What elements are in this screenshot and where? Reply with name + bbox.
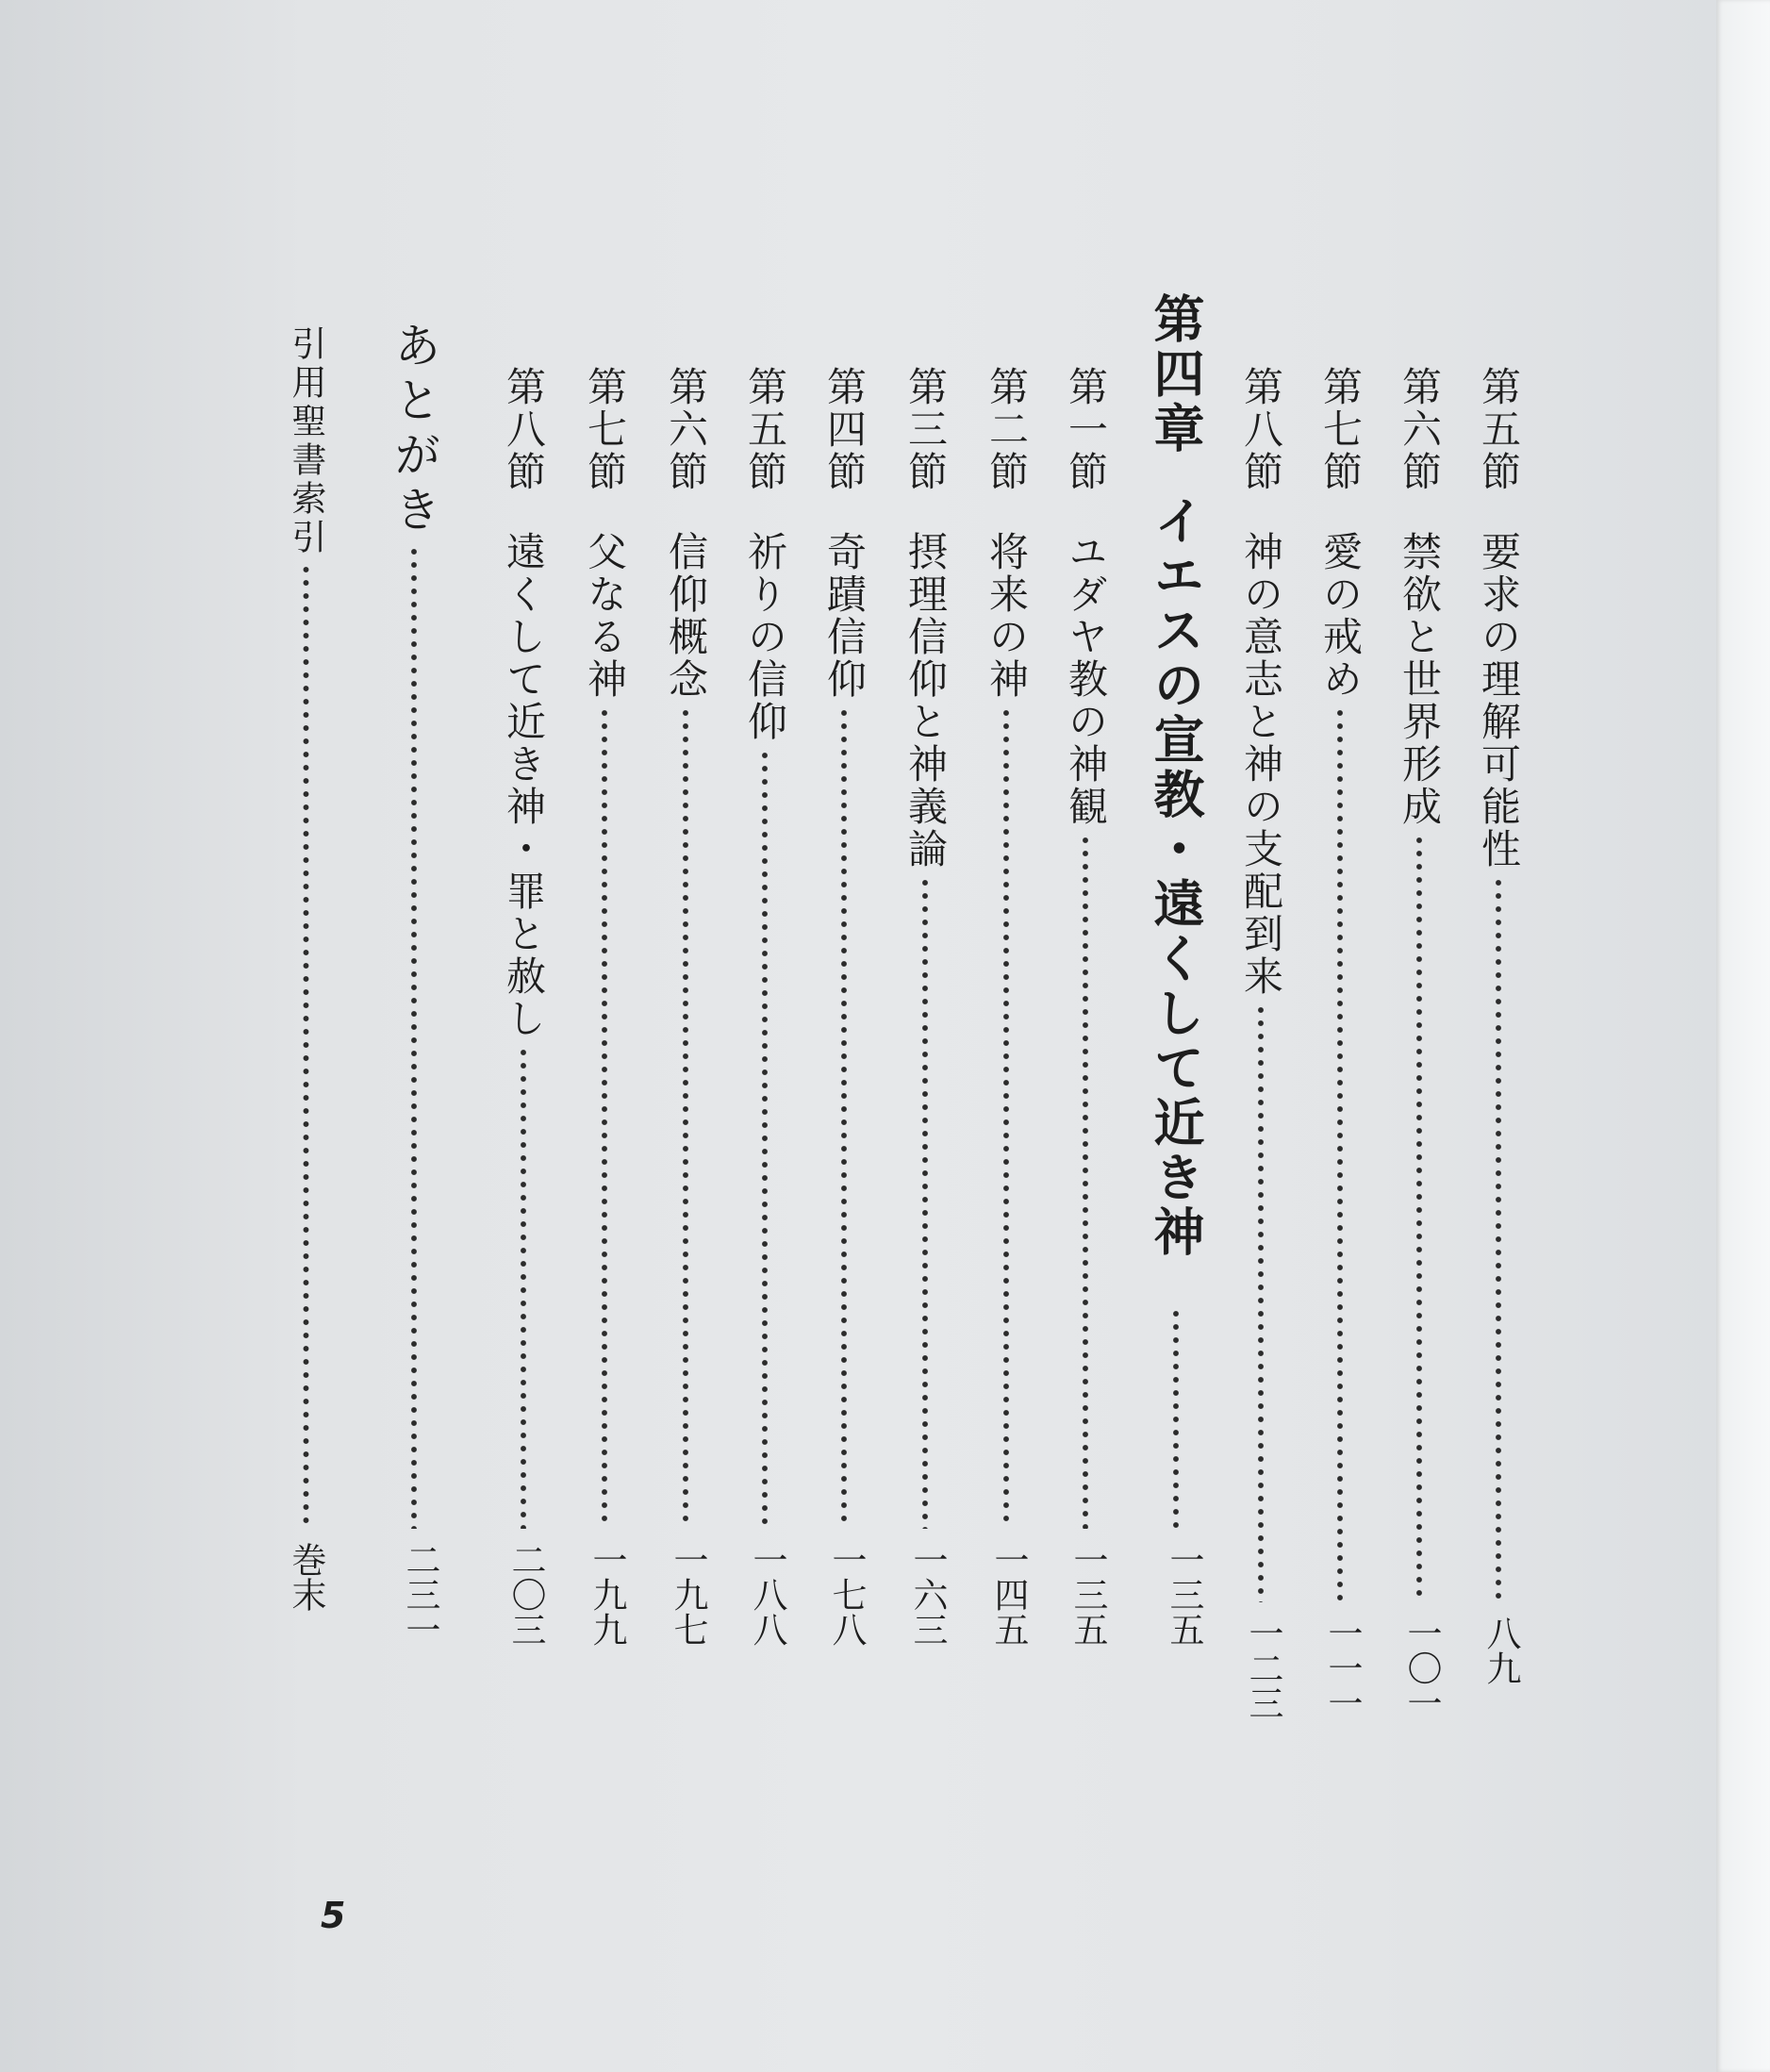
toc-entry-section-8-forgiveness (501, 366, 547, 1647)
toc-entry-section-6-faith-concept (663, 366, 709, 1647)
section-title: ユダヤ教の神観 (1063, 531, 1109, 828)
toc-entry-section-6-asceticism (1397, 366, 1443, 1720)
page-number: 一三五 (1164, 1542, 1204, 1647)
page-number: 二〇三 (505, 1542, 546, 1647)
page-folio-number: 5 (321, 1895, 346, 1936)
page-number: 一二三 (1243, 1616, 1283, 1720)
section-title: 祈りの信仰 (742, 531, 788, 743)
index-title: 引用聖書索引 (286, 325, 326, 557)
dot-leader (745, 749, 785, 1529)
section-title: 奇蹟信仰 (821, 531, 868, 701)
toc-entry-section-8-kingdom (1238, 366, 1284, 1720)
page-number: 二三一 (400, 1542, 440, 1647)
dot-leader (289, 563, 323, 1529)
toc-entry-section-4-miracle (821, 366, 868, 1647)
page-number: 一九九 (587, 1542, 627, 1647)
page-number: 巻末 (286, 1542, 326, 1612)
dot-leader (1320, 706, 1360, 1602)
dot-leader (1066, 834, 1105, 1529)
toc-entry-section-7-love (1317, 366, 1364, 1720)
section-number: 第六節 (663, 366, 709, 493)
section-number: 第七節 (582, 366, 628, 493)
section-title: 将来の神 (984, 531, 1030, 701)
dot-leader (1241, 1003, 1281, 1602)
section-title: 信仰概念 (663, 531, 709, 701)
page-edge (1716, 0, 1770, 2072)
section-title: 摂理信仰と神義論 (902, 531, 949, 870)
page-number: 一四五 (988, 1542, 1029, 1647)
dot-leader (585, 706, 624, 1529)
toc-entry-section-1-judaism (1063, 366, 1109, 1647)
toc-entry-section-5-prayer (742, 366, 788, 1647)
toc-entry-afterword (387, 321, 441, 1647)
dot-leader (986, 706, 1026, 1529)
page-number: 八九 (1481, 1616, 1521, 1685)
section-number: 第二節 (984, 366, 1030, 493)
section-title: 神の意志と神の支配到来 (1238, 531, 1284, 998)
toc-entry-scripture-index (286, 325, 326, 1646)
section-number: 第一節 (1063, 366, 1109, 493)
dot-leader (390, 545, 438, 1529)
dot-leader (905, 876, 945, 1529)
section-number: 第六節 (1397, 366, 1443, 493)
toc-entry-section-5-requirement (1476, 366, 1522, 1719)
afterword-title: あとがき (387, 321, 441, 539)
section-number: 第八節 (501, 366, 547, 493)
page-number: 一一一 (1322, 1616, 1363, 1720)
dot-leader (1479, 876, 1518, 1602)
section-number: 第七節 (1317, 366, 1364, 493)
section-title: 禁欲と世界形成 (1397, 531, 1443, 828)
section-title: 遠くして近き神・罪と赦し (501, 531, 547, 1040)
section-title: 要求の理解可能性 (1476, 531, 1522, 870)
toc-entry-section-2-future (984, 366, 1030, 1647)
page-number: 一八八 (747, 1542, 787, 1647)
section-number: 第五節 (1476, 366, 1522, 493)
page-number: 一七八 (826, 1542, 867, 1647)
section-number: 第八節 (1238, 366, 1284, 493)
section-number: 第四節 (821, 366, 868, 493)
chapter-title: イエスの宣教・遠くして近き神 (1146, 494, 1206, 1260)
chapter-number: 第四章 (1146, 292, 1206, 456)
dot-leader (1150, 1307, 1201, 1529)
dot-leader (666, 706, 705, 1529)
section-title: 父なる神 (582, 531, 628, 701)
toc-entry-section-7-father (582, 366, 628, 1647)
toc-entry-section-3-providence (902, 366, 949, 1647)
dot-leader (504, 1046, 543, 1529)
section-title: 愛の戒め (1317, 531, 1364, 701)
page-number: 一九七 (668, 1542, 708, 1647)
dot-leader (1399, 834, 1439, 1602)
page-number: 一三五 (1067, 1542, 1108, 1647)
toc-entry-chapter-4 (1146, 292, 1206, 1647)
section-number: 第五節 (742, 366, 788, 493)
section-number: 第三節 (902, 366, 949, 493)
dot-leader (824, 706, 864, 1529)
page-number: 一六三 (907, 1542, 948, 1647)
page-number: 一〇一 (1401, 1616, 1442, 1720)
